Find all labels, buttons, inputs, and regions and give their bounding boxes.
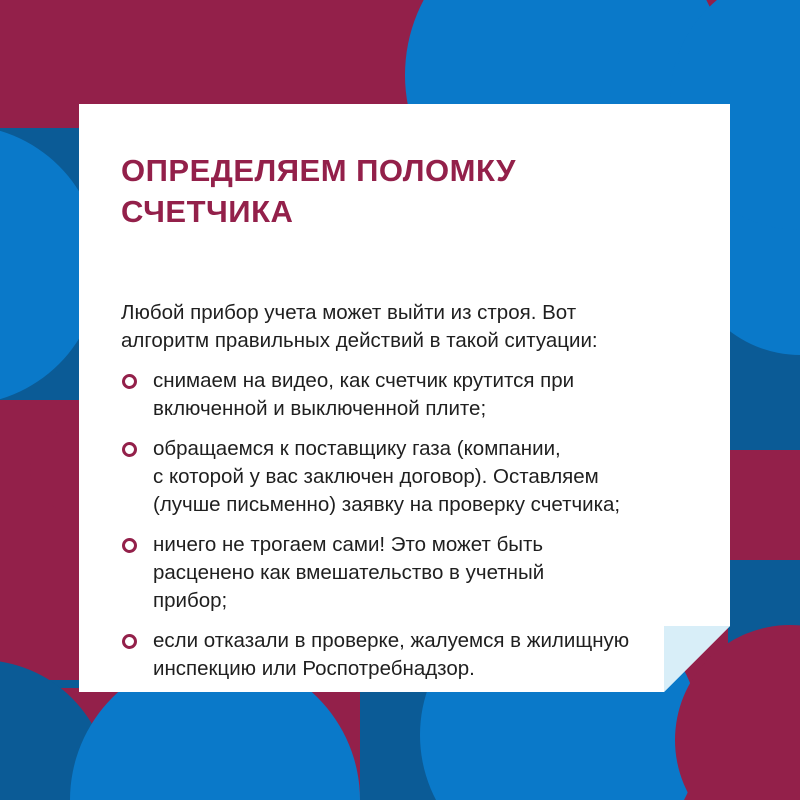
card-content [121,150,711,695]
info-card [79,104,730,692]
list-item [121,627,711,683]
list-item-text: если отказали в проверке, жалуемся в жилищную инспекцию или Роспотребнадзор. [153,629,630,680]
card-title: ОПРЕДЕЛЯЕМ ПОЛОМКУ СЧЕТЧИКА [121,153,516,229]
steps-list [121,367,711,683]
list-item [121,367,711,423]
list-item-text: снимаем на видео, как счетчик крутится при включенной и выключенной плите; [153,369,575,420]
list-item-text: обращаемся к поставщику газа (компании, с которой у вас заключен договор). Оставляем (лучше письменно) заявку на проверку счетчика; [153,437,621,516]
ring-bullet-icon [122,634,137,649]
ring-bullet-icon [122,538,137,553]
ring-bullet-icon [122,442,137,457]
list-item-text: ничего не трогаем сами! Это может быть расценено как вмешательство в учетный прибор; [153,533,545,612]
bg-rect [728,450,800,560]
intro-text: Любой прибор учета может выйти из строя. Вот алгоритм правильных действий в такой ситуации: [121,301,598,352]
list-item [121,435,711,519]
list-item [121,531,711,615]
ring-bullet-icon [122,374,137,389]
